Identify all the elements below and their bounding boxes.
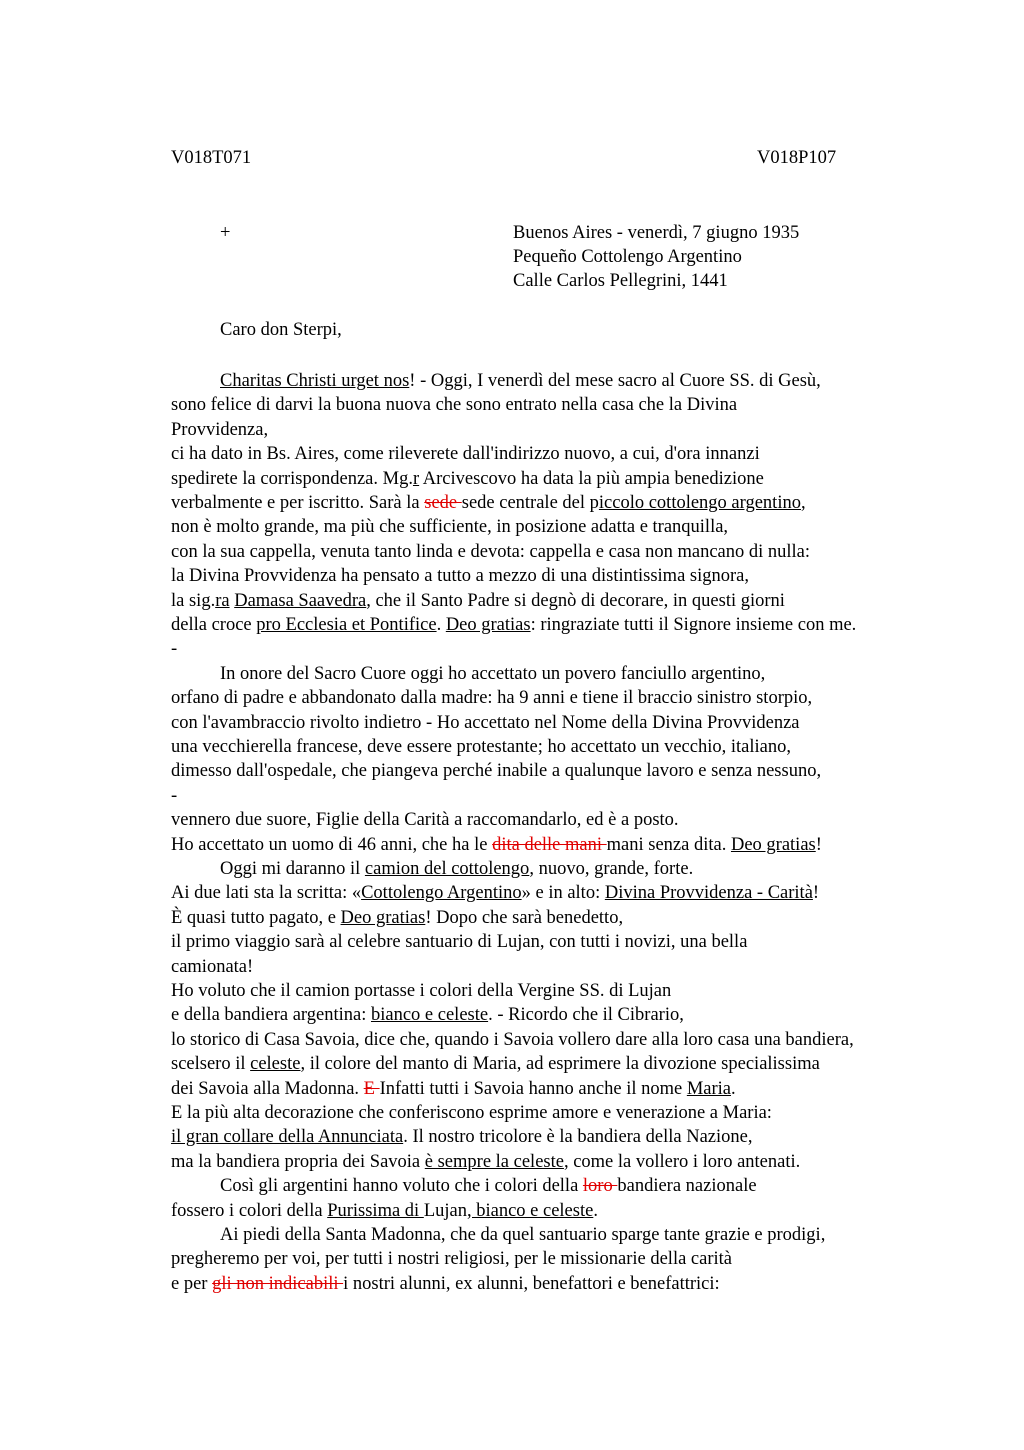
underlined-text: ra [215,590,230,611]
text-run: della croce [171,615,257,635]
underlined-text: pro Ecclesia et Pontifice [256,615,437,635]
text-run: sono felice di darvi la buona nuova che sono entrato nella casa che la Divina [171,395,738,416]
text-run: il primo viaggio sarà al celebre santuario di Lujan, con tutti i novizi, una bella [171,932,748,953]
body-line [171,418,268,442]
body-line [171,1199,598,1223]
body-line [171,637,177,661]
text-run: con la sua cappella, venuta tanto linda e devota: cappella e casa non mancano di nulla: [171,541,811,562]
body-line [171,881,819,905]
text-run: i nostri alunni, ex alunni, benefattori e benefattrici: [343,1273,720,1294]
text-run: scelsero il [171,1054,251,1075]
underlined-text: Deo gratias [730,834,816,855]
body-line [220,1223,825,1247]
text-run: pregheremo per voi, per tutti i nostri religiosi, per le missionarie della carità [171,1249,732,1270]
header-right-code: V018P107 [757,148,837,168]
text-run: dimesso dall'ospedale, che piangeva perché inabile a qualunque lavoro e senza nessuno, [171,761,822,782]
text-run: . [731,1078,736,1099]
text-run: ! [815,834,822,855]
text-run: camionata! [171,956,254,977]
underlined-text: è sempre la celeste [424,1151,564,1172]
underlined-text: Cottolengo Argentino [361,883,522,904]
body-line [220,369,821,393]
text-run: Lujan [423,1200,467,1221]
body-line [171,833,822,857]
text-run: dei Savoia alla Madonna. [171,1078,364,1099]
text-run: : ringraziate tutti il Signore insieme con me. [530,615,857,635]
body-line [171,491,806,515]
body-line [171,1077,736,1101]
deleted-text: E [363,1078,380,1099]
text-run: Così gli argentini hanno voluto che i colori della [220,1176,583,1197]
text-run: Provvidenza, [171,419,269,440]
text-run: ! [812,883,820,904]
text-run: mani senza dita. [606,834,731,855]
text-run: , nuovo, grande, forte. [529,859,694,879]
text-run: . - Ricordo che il Cibrario, [488,1005,684,1026]
text-run: » e in alto: [521,883,605,904]
underlined-text: celeste [250,1054,301,1075]
text-run: , che il Santo Padre si degnò di decorare, in questi giorni [366,590,785,611]
text-run: ! Dopo che sarà benedetto, [425,907,624,928]
underlined-text: camion del cottolengo [364,859,530,879]
text-run: la Divina Provvidenza ha pensato a tutto a mezzo di una distintissima signora, [171,566,749,587]
body-line [171,1272,720,1296]
header-left-code: V018T071 [171,148,252,168]
body-line [171,711,800,735]
text-run: verbalmente e per iscritto. Sarà la [171,493,425,513]
text-run: ! - Oggi, I venerdì del mese sacro al Cuore SS. di Gesù, [409,371,821,391]
body-line [171,613,856,637]
body-line [171,1247,732,1271]
text-run: - [171,785,178,806]
underlined-text: iccolo cottolengo argentino [598,493,801,513]
text-run: lo storico di Casa Savoia, dice che, quando i Savoia vollero dare alla loro casa una bandiera, [171,1029,854,1050]
text-run: . [593,1200,598,1221]
deleted-text: dita delle mani [492,834,607,855]
body-line [171,515,728,539]
underlined-text: , bianco e celeste [466,1200,594,1221]
body-line [171,467,764,491]
deleted-text: gli non indicabili [212,1273,344,1294]
body-line [220,662,765,686]
body-line [171,906,623,930]
body-line [171,979,671,1003]
text-run: fossero i colori della [171,1200,328,1221]
text-run: Infatti tutti i Savoia hanno anche il nome [379,1078,687,1099]
body-line [220,857,693,881]
text-run: Ai piedi della Santa Madonna, che da quel santuario sparge tante grazie e prodigi, [220,1225,826,1245]
text-run: Arcivescovo ha data la più ampia benedizione [419,468,764,489]
body-line [171,686,812,710]
body-line [171,808,679,832]
deleted-text: loro [582,1176,618,1197]
underlined-text: Purissima di [327,1200,424,1221]
text-run: sede centrale del p [461,493,599,513]
text-run: E la più alta decorazione che conferiscono esprime amore e venerazione a Maria: [171,1103,772,1123]
body-line [171,1125,752,1149]
cross-symbol: + [220,223,231,243]
body-line [220,1174,757,1198]
text-run: una vecchierella francese, deve essere protestante; ho accettato un vecchio, italiano, [171,737,791,757]
body-line [171,1003,684,1027]
text-run: . Il nostro tricolore è la bandiera della Nazione, [403,1127,753,1148]
body-line [171,393,737,417]
text-run: , il colore del manto di Maria, ad esprimere la divozione specialissima [300,1054,820,1075]
underlined-text: Deo gratias [340,907,426,928]
text-run: È quasi tutto pagato, e [171,907,341,928]
letterhead-address: Calle Carlos Pellegrini, 1441 [513,271,728,291]
body-line [171,540,810,564]
underlined-text: Damasa Saavedra [234,590,367,611]
text-run: con l'avambraccio rivolto indietro - Ho accettato nel Nome della Divina Provvidenza [171,712,800,733]
underlined-text: bianco e celeste [370,1005,489,1026]
text-run: ci ha dato in Bs. Aires, come rileverete dall'indirizzo nuovo, a cui, d'ora innanzi [171,444,760,465]
text-run: vennero due suore, Figlie della Carità a raccomandarlo, ed è a posto. [171,810,679,831]
deleted-text: sede [424,493,462,513]
underlined-text: Divina Provvidenza - Carità [604,883,813,904]
body-line [171,784,177,808]
underlined-text: Maria [686,1078,732,1099]
body-line [171,564,749,588]
body-line [171,1150,800,1174]
text-run: Oggi mi daranno il [220,859,365,879]
text-run: spedirete la corrispondenza. Mg. [171,468,413,489]
body-line [171,735,791,759]
underlined-text: r [412,468,420,489]
text-run: e della bandiera argentina: [171,1005,371,1026]
text-run: ma la bandiera propria dei Savoia [171,1151,425,1172]
text-run: Ai due lati sta la scritta: « [171,883,362,904]
letter-date: Buenos Aires - venerdì, 7 giugno 1935 [513,223,800,243]
underlined-text: Charitas Christi urget nos [220,371,410,391]
salutation: Caro don Sterpi, [220,320,342,340]
body-line [171,930,747,954]
body-line [171,589,785,613]
text-run: Ho voluto che il camion portasse i colori della Vergine SS. di Lujan [171,981,672,1001]
text-run: In onore del Sacro Cuore oggi ho accettato un povero fanciullo argentino, [220,663,766,684]
underlined-text: il gran collare della Annunciata [171,1127,404,1148]
text-run: Ho accettato un uomo di 46 anni, che ha le [171,834,493,855]
underlined-text: Deo gratias [445,615,531,635]
body-line [171,442,760,466]
text-run: , come la vollero i loro antenati. [563,1151,801,1172]
text-run: orfano di padre e abbandonato dalla madre: ha 9 anni e tiene il braccio sinistro storpio, [171,688,813,709]
text-run: la sig. [171,590,216,611]
text-run: - [171,639,178,660]
body-line [171,1028,854,1052]
body-line [171,759,821,783]
text-run: non è molto grande, ma più che sufficiente, in posizione adatta e tranquilla, [171,517,729,538]
letterhead-org: Pequeño Cottolengo Argentino [513,247,742,267]
text-run: , [800,493,806,513]
text-run: bandiera nazionale [617,1176,757,1197]
body-line [171,1101,772,1125]
text-run: . [436,615,446,635]
text-run: e per [171,1273,213,1294]
body-line [171,955,253,979]
body-line [171,1052,820,1076]
